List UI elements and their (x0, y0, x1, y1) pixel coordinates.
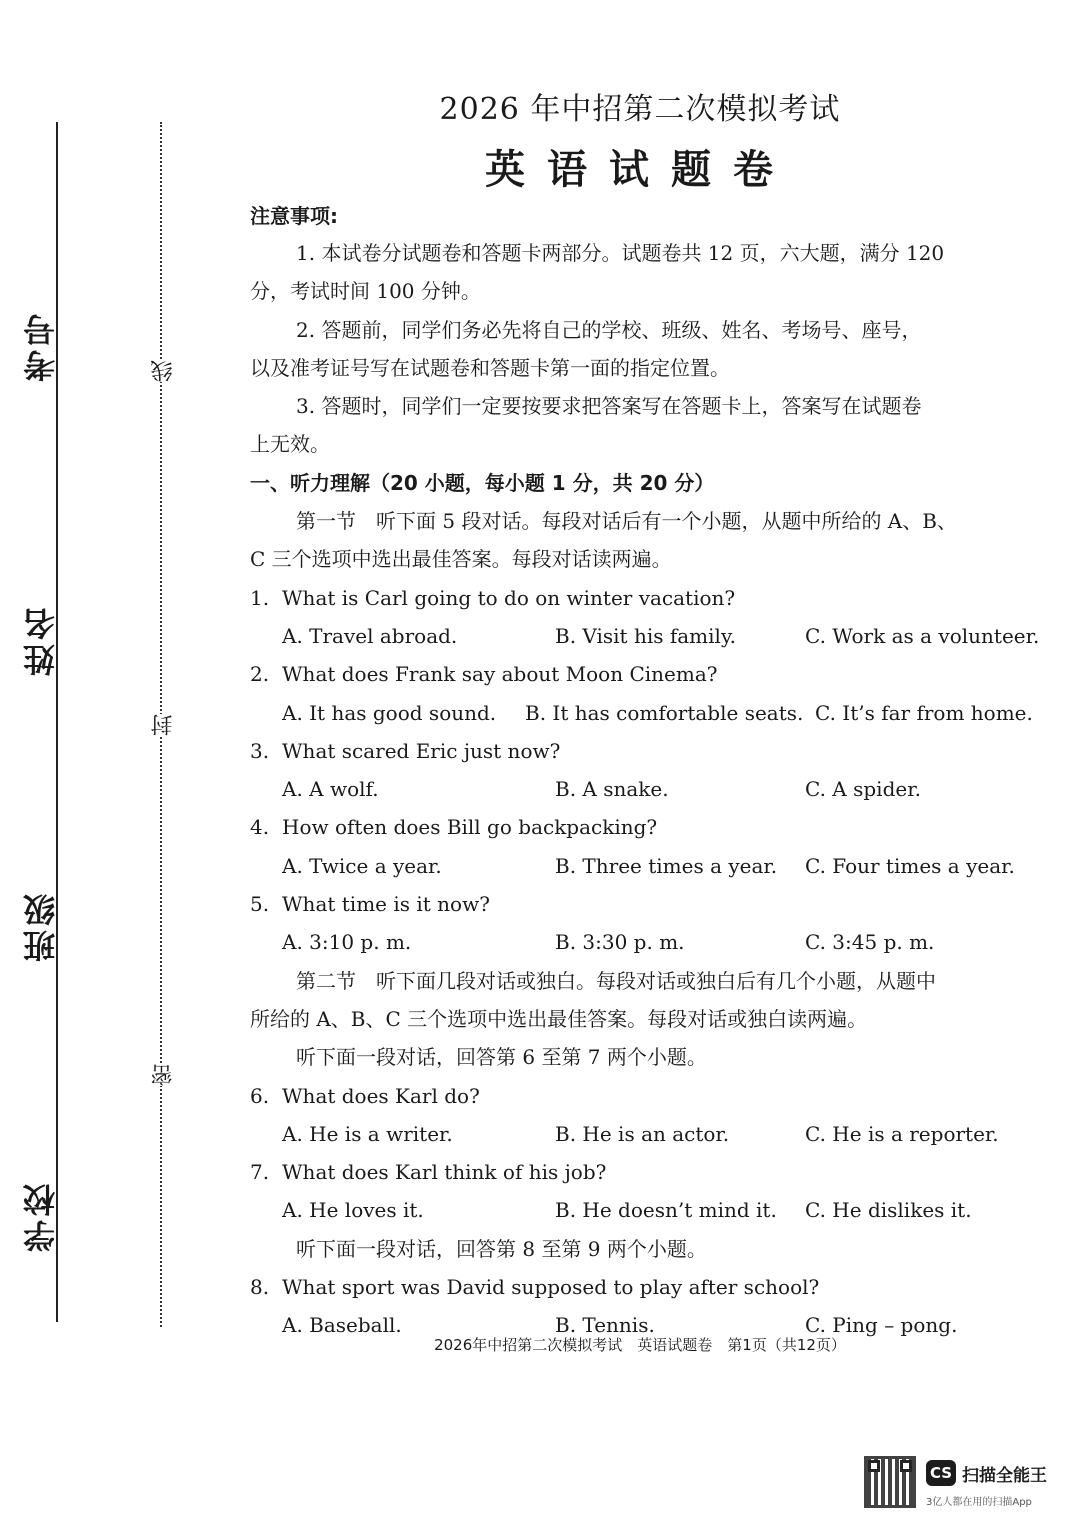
question-text: What time is it now? (282, 892, 490, 917)
section-heading-listening: 一、听力理解（20 小题，每小题 1 分，共 20 分） (250, 470, 715, 495)
question-number: 6. (250, 1083, 270, 1108)
binding-margin-line (56, 122, 58, 1322)
part2-instructions: 所给的 A、B、C 三个选项中选出最佳答案。每段对话或独白读两遍。 (250, 1006, 868, 1031)
notes-line: 1. 本试卷分试题卷和答题卡两部分。试题卷共 12 页，六大题，满分 120 (296, 241, 945, 265)
option-c: C. He dislikes it. (805, 1198, 972, 1223)
camscanner-brand: 扫描全能王 (962, 1466, 1047, 1486)
question-6 (250, 1077, 1034, 1115)
margin-label-class: 班级 (22, 890, 60, 962)
option-c: C. Work as a volunteer. (805, 623, 1040, 648)
question-text: What does Frank say about Moon Cinema? (282, 662, 718, 687)
question-4-options (250, 847, 1034, 885)
seal-char-seal: 封 (148, 714, 174, 736)
question-2 (250, 655, 1034, 693)
option-c: C. Ping – pong. (805, 1313, 958, 1338)
option-b: B. He doesn’t mind it. (555, 1198, 777, 1223)
seal-char-secret: 密 (148, 1064, 174, 1086)
part2-instructions: 第二节 听下面几段对话或独白。每段对话或独白后有几个小题，从题中 (296, 968, 936, 993)
option-a: A. He is a writer. (282, 1121, 453, 1146)
dialog-instruction-8-9: 听下面一段对话，回答第 8 至第 9 两个小题。 (296, 1236, 707, 1261)
option-b: B. Visit his family. (555, 623, 736, 648)
question-number: 5. (250, 892, 270, 917)
part1-instructions: C 三个选项中选出最佳答案。每段对话读两遍。 (250, 547, 672, 572)
question-number: 1. (250, 585, 270, 610)
option-c: C. It’s far from home. (815, 700, 1033, 725)
question-3-options (250, 770, 1034, 808)
qr-code-icon (864, 1456, 916, 1508)
question-5 (250, 885, 1034, 923)
camscanner-slogan: 3亿人都在用的扫描App (926, 1497, 1032, 1508)
paper-title: 英语试题卷 (485, 147, 795, 193)
option-b: B. He is an actor. (555, 1121, 730, 1146)
question-7-options (250, 1191, 1034, 1229)
question-5-options (250, 923, 1034, 961)
dialog-instruction-6-7: 听下面一段对话，回答第 6 至第 7 两个小题。 (296, 1045, 707, 1070)
margin-label-school: 学校 (22, 1180, 60, 1252)
option-a: A. 3:10 p. m. (282, 930, 412, 955)
notes-line: 分，考试时间 100 分钟。 (250, 279, 481, 304)
option-b: B. Tennis. (555, 1313, 655, 1338)
question-7 (250, 1153, 1034, 1191)
notes-heading: 注意事项: (250, 204, 338, 228)
question-text: What is Carl going to do on winter vacation? (282, 585, 736, 610)
option-c: C. He is a reporter. (805, 1121, 999, 1146)
option-b: B. 3:30 p. m. (555, 930, 685, 955)
option-a: A. A wolf. (282, 777, 379, 802)
option-a: A. Travel abroad. (282, 623, 458, 648)
option-c: C. A spider. (805, 777, 921, 802)
question-text: What does Karl do? (282, 1083, 480, 1108)
question-number: 8. (250, 1275, 270, 1300)
notes-line: 以及准考证号写在试题卷和答题卡第一面的指定位置。 (250, 355, 730, 380)
exam-title: 2026 年中招第二次模拟考试 (439, 92, 841, 127)
seal-char-line: 线 (148, 360, 174, 382)
question-text: What sport was David supposed to play after school? (282, 1275, 820, 1300)
main-content (250, 200, 1040, 1345)
part1-instructions: 第一节 听下面 5 段对话。每段对话后有一个小题，从题中所给的 A、B、 (296, 509, 957, 534)
notes-line: 3. 答题时，同学们一定要按要求把答案写在答题卡上，答案写在试题卷 (296, 394, 922, 419)
question-text: How often does Bill go backpacking? (282, 815, 658, 840)
notes-line: 上无效。 (250, 432, 330, 457)
option-a: A. Twice a year. (282, 853, 442, 878)
question-2-options (250, 694, 1034, 732)
question-number: 2. (250, 662, 270, 687)
option-a: A. It has good sound. (282, 700, 497, 725)
question-1-options (250, 617, 1040, 655)
margin-label-name: 姓名 (22, 604, 60, 676)
margin-label-exam-number: 考号 (22, 310, 60, 382)
notes-line: 2. 答题前，同学们务必先将自己的学校、班级、姓名、考场号、座号， (296, 317, 922, 342)
option-c: C. 3:45 p. m. (805, 930, 935, 955)
question-6-options (250, 1115, 1034, 1153)
option-c: C. Four times a year. (805, 853, 1015, 878)
option-a: A. Baseball. (282, 1313, 402, 1338)
question-4 (250, 808, 1034, 846)
page-footer: 2026年中招第二次模拟考试 英语试题卷 第1页（共12页） (434, 1336, 846, 1354)
option-b: B. Three times a year. (555, 853, 778, 878)
camscanner-logo-icon: CS (926, 1460, 956, 1486)
question-number: 7. (250, 1160, 270, 1185)
question-text: What scared Eric just now? (282, 738, 561, 763)
question-1 (250, 579, 1034, 617)
question-3 (250, 732, 1034, 770)
option-b: B. It has comfortable seats. (525, 700, 804, 725)
question-8 (250, 1268, 1034, 1306)
question-text: What does Karl think of his job? (282, 1160, 607, 1185)
question-number: 4. (250, 815, 270, 840)
option-a: A. He loves it. (282, 1198, 424, 1223)
option-b: B. A snake. (555, 777, 669, 802)
question-number: 3. (250, 738, 270, 763)
